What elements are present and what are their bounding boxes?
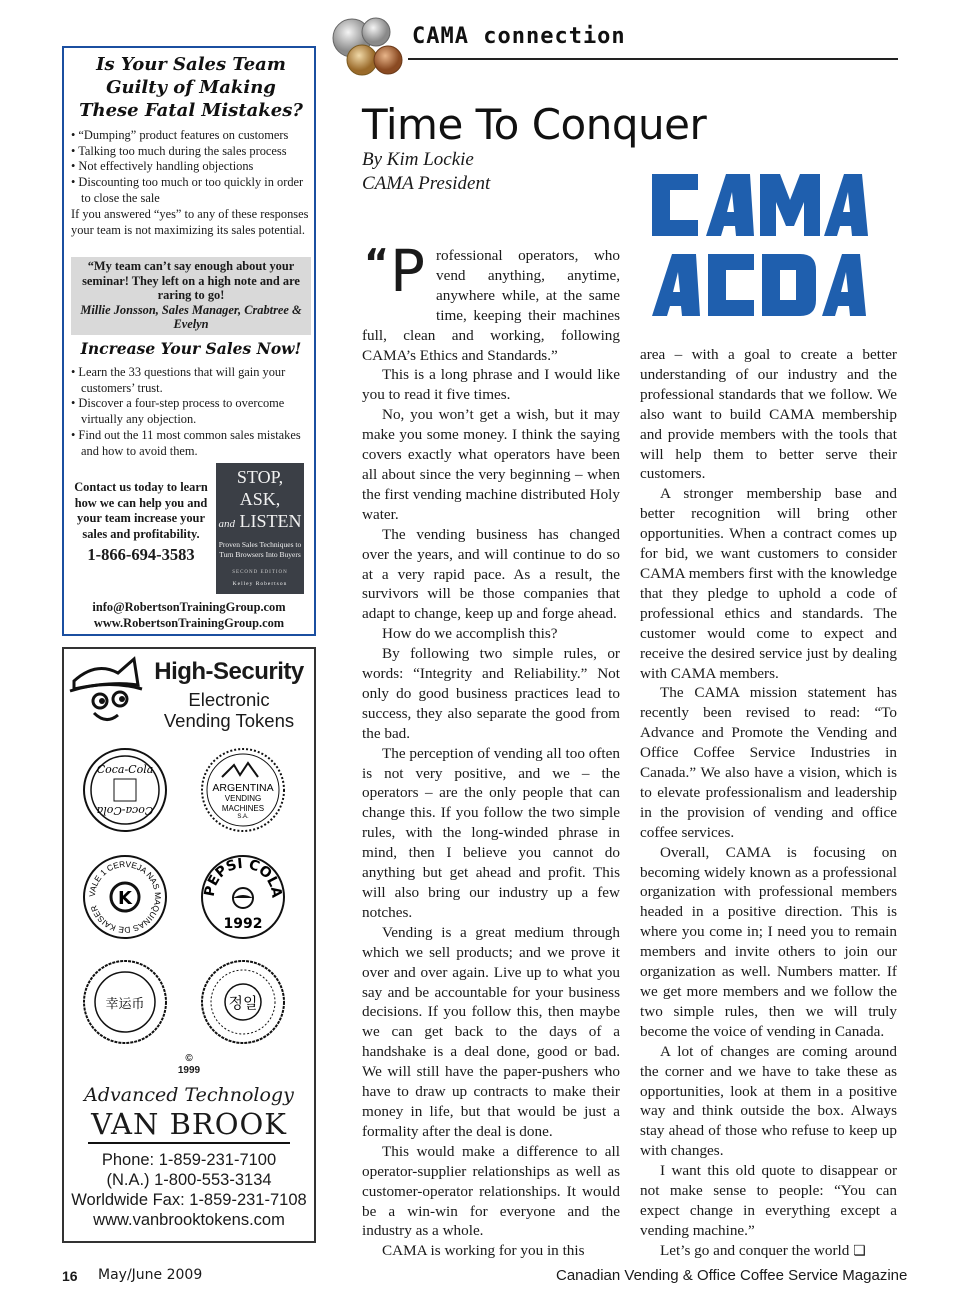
- article-title: Time To Conquer: [362, 100, 707, 149]
- drop-cap-letter: P: [390, 237, 425, 305]
- list-item: • Discounting too much or too quickly in order to close the sale: [71, 175, 304, 205]
- ad-subheadline: Increase Your Sales Now!: [80, 339, 302, 358]
- token-text: 정일: [228, 994, 258, 1012]
- token-text: PEPSI COLA: [201, 855, 285, 899]
- book-title-line: and: [218, 518, 235, 530]
- ad-website[interactable]: www.RobertsonTrainingGroup.com: [93, 616, 285, 630]
- author-name: By Kim Lockie: [362, 149, 474, 170]
- token-text: S.A.: [237, 814, 249, 820]
- author-title: CAMA President: [362, 173, 491, 194]
- token-text: MACHINES: [221, 804, 265, 813]
- korean-token: [200, 959, 286, 1045]
- tokens-na-phone: (N.A.) 1-800-553-3134: [106, 1171, 272, 1189]
- tokens-ad: [62, 647, 316, 1243]
- opening-quote-mark: “: [364, 241, 389, 285]
- list-item: • Talking too much during the sales process: [71, 143, 287, 158]
- token-text: VENDING: [224, 794, 262, 803]
- book-subtitle: Proven Sales Techniques to Turn Browsers Into Buyers: [218, 540, 302, 559]
- chinese-token: [82, 959, 168, 1045]
- article-paragraph: [640, 1241, 897, 1262]
- article-byline: [362, 148, 490, 196]
- brand-name: VAN BROOK: [91, 1107, 287, 1141]
- book-title-line: STOP,: [236, 467, 284, 487]
- book-edition: SECOND EDITION: [232, 570, 288, 575]
- list-item: • Learn the 33 questions that will gain your customers’ trust.: [71, 365, 286, 395]
- header-rule: [408, 58, 898, 60]
- ad-email[interactable]: info@RobertsonTrainingGroup.com: [92, 600, 286, 614]
- article-paragraph: No, you won’t get a wish, but it may make you some money. I think the saying covers exactly what operators have been all about since the very beginning – when the first vending machine distributed Holy water.: [362, 406, 620, 523]
- copyright-symbol: ©: [185, 1053, 193, 1064]
- book-title-line: LISTEN: [239, 511, 302, 531]
- ad-note: If you answered “yes” to any of these responses your team is not maximizing its sales potential.: [71, 207, 309, 237]
- page-number: 16: [62, 1268, 78, 1284]
- token-text: Coca-Cola: [96, 763, 154, 776]
- first-paragraph-text: rofessional operators, who vend anything, anytime, anywhere while, at the same time, keeping their machines full, clean and working, following CAMA’s Ethics and Standards.”: [362, 247, 620, 364]
- argentina-token: [200, 747, 286, 833]
- tokens-contact: [64, 1150, 314, 1230]
- coins-illustration: [332, 14, 404, 76]
- sales-training-ad: [62, 46, 316, 636]
- token-text: K: [118, 888, 132, 909]
- article-paragraph: [362, 237, 620, 365]
- tokens-headline: High-Security: [154, 658, 304, 685]
- book-title-line: ASK,: [239, 489, 281, 509]
- top-hat-face-icon: [66, 651, 146, 741]
- copyright-year: 1999: [177, 1065, 201, 1076]
- article-paragraph: I want this old quote to disappear or not make sense to people: “You can expect change in everything except a vending machine.”: [640, 1162, 897, 1239]
- article-paragraph: The perception of vending all too often is not very positive, and we – the operators – are the only people that can change this. If you follow the two simple rules, with the long-winded phrase in mind, then I believe you cannot do anything but get ahead and profit. This will also bring our industry up a few notches.: [362, 744, 620, 921]
- token-text: 1992: [223, 916, 263, 932]
- list-item: • Find out the 11 most common sales mistakes and how to avoid them.: [71, 427, 301, 458]
- benefits-list: [71, 365, 311, 459]
- article-column-1: [362, 237, 620, 1261]
- article-paragraph: A stronger membership base and better recognition will bring other opportunities. When a contract comes up for bid, we want customers to consider CAMA members first with the knowledge that they pledge to uphold a code of professional ethics and standards. The customer would come to expect and receive the desired service just by dealing with CAMA members.: [640, 485, 897, 682]
- article-paragraph: The CAMA mission statement has recently been revised to read: “To Advance and Promote the Vending and Office Coffee Service Industries in Canada.” We also have a vision, which is to elevate professionalism and leadership in the provision of vending and office coffee services.: [640, 684, 897, 841]
- token-text: Coca-Cola: [96, 804, 154, 817]
- token-text: 幸运币: [105, 997, 145, 1012]
- coca-cola-token: [82, 747, 168, 833]
- list-item: • Not effectively handling objections: [71, 159, 254, 174]
- ad-web-block: [70, 599, 308, 631]
- token-text: ARGENTINA: [212, 782, 274, 794]
- list-item: • “Dumping” product features on customers: [71, 128, 289, 142]
- tokens-subheadline: [144, 689, 314, 731]
- book-title: [216, 466, 304, 535]
- article-paragraph: Overall, CAMA is focusing on becoming widely known as a professional organization with professional members headed in a positive direction. This is where you come in; I need you to remain members and invite others to join our organization as well. Numbers matter. If we get more members and we follow the two simple rules, then we will truly become the voice of vending in Canada.: [640, 843, 897, 1040]
- testimonial-author: Millie Jonsson, Sales Manager, Crabtree & Evelyn: [80, 302, 302, 332]
- pepsi-token: [200, 854, 286, 940]
- end-mark: ❏: [853, 1242, 866, 1259]
- closing-text: Let’s go and conquer the world: [660, 1241, 850, 1259]
- issue-date: May/June 2009: [98, 1267, 203, 1283]
- copyright: [64, 1053, 314, 1077]
- article-paragraph: A lot of changes are coming around the corner and we have to take these as opportunities, look at them in a positive way and think outside the box. Always stay ahead of those who refuse to keep up with changes.: [640, 1042, 897, 1160]
- subheadline-line: Electronic: [188, 689, 270, 710]
- cama-logo: [650, 170, 870, 320]
- publication-name: Canadian Vending & Office Coffee Service Magazine: [556, 1267, 908, 1284]
- kaiser-token: [82, 854, 168, 940]
- token-text: VALE 1 CERVEJA NAS MAQUINAS DE KAISER: [86, 858, 164, 936]
- testimonial-quote: “My team can’t say enough about your seminar! They left on a high note and are raring to go!: [82, 259, 300, 303]
- drop-cap: [362, 237, 434, 306]
- section-title: CAMA connection: [412, 24, 626, 49]
- testimonial-box: [71, 257, 311, 335]
- contact-text: Contact us today to learn how we can help you and your team increase your sales and profitability.: [74, 480, 208, 542]
- ad-phone: 1-866-694-3583: [87, 544, 195, 564]
- book-cover: [216, 463, 304, 594]
- subheadline-line: Vending Tokens: [163, 710, 295, 731]
- tokens-fax: Worldwide Fax: 1-859-231-7108: [71, 1191, 307, 1209]
- article-paragraph: This would make a difference to all operator-supplier relationships as well as customer-operator relationships. It would be a win-win for everyone and the industry as a whole.: [362, 1142, 620, 1240]
- book-author: Kelley Robertson: [232, 581, 288, 587]
- article-paragraph: CAMA is working for you in this: [382, 1242, 585, 1260]
- tagline: Advanced Technology: [84, 1084, 294, 1106]
- ad-headline: Is Your Sales Team Guilty of Making These Fatal Mistakes?: [79, 54, 303, 121]
- article-paragraph: How do we accomplish this?: [382, 625, 558, 643]
- mistakes-list: [71, 128, 311, 207]
- list-item: • Discover a four-step process to overcome virtually any objection.: [71, 396, 285, 427]
- contact-block: [70, 480, 212, 563]
- article-paragraph: Vending is a great medium through which we sell products; and we prove it over and over again. Live up to what you say and be accountable for your business decisions. If you follow this, then maybe we can get back to the days of a handshake is a deal done, good or bad. We will still have the paper-pushers who have to draw up contracts to make their money in life, but that would be just a formality after the deal is done.: [362, 923, 620, 1140]
- article-paragraph: By following two simple rules, or words: “Integrity and Reliability.” Not only do good business practices lead to success, they also separate the good from the bad.: [362, 645, 620, 742]
- article-paragraph: The vending business has changed over the years, and will continue to do so at a very rapid pace. As a result, the survivors will be those companies that adapt to change, keep up and forge ahead.: [362, 525, 620, 623]
- article-paragraph: This is a long phrase and I would like you to read it five times.: [362, 366, 620, 404]
- tokens-website[interactable]: www.vanbrooktokens.com: [93, 1211, 285, 1229]
- article-paragraph: area – with a goal to create a better understanding of our industry and the professional standards that we follow. We also want to build CAMA membership and provide members with the tools that will help them to better serve their customers.: [640, 346, 897, 483]
- article-column-2: [640, 345, 897, 1262]
- brand-rule: [88, 1142, 290, 1144]
- tokens-phone: Phone: 1-859-231-7100: [101, 1151, 277, 1169]
